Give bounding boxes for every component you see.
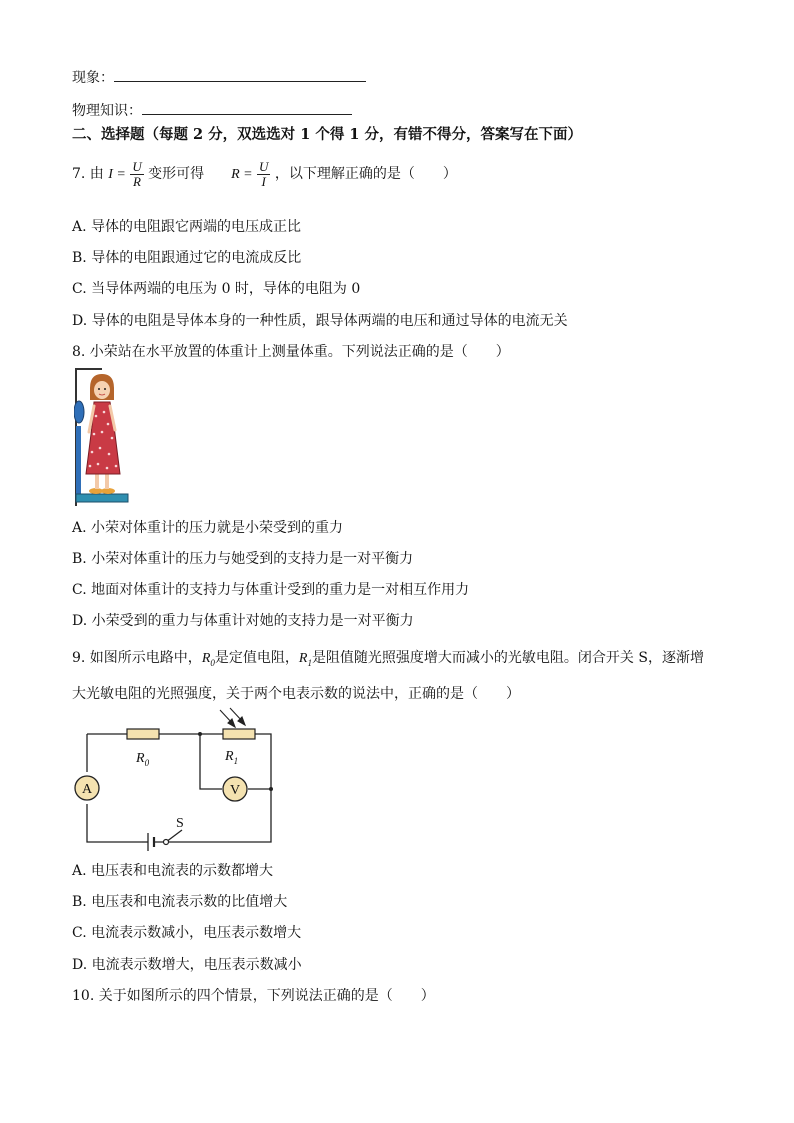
q7-formula1-lhs: I = bbox=[108, 167, 126, 182]
q9-option-b: B. 电压表和电流表示数的比值增大 bbox=[72, 894, 288, 910]
resistor-r0 bbox=[127, 729, 159, 739]
q8-option-c: C. 地面对体重计的支持力与体重计受到的重力是一对相互作用力 bbox=[72, 582, 470, 598]
q7-mid: 变形可得 bbox=[148, 166, 205, 182]
light-arrows bbox=[220, 708, 245, 727]
q8-option-a: A. 小荣对体重计的压力就是小荣受到的重力 bbox=[72, 520, 344, 536]
wire-volt-left bbox=[200, 734, 222, 789]
circuit-diagram bbox=[70, 706, 285, 851]
voltmeter-label: V bbox=[229, 783, 241, 798]
q9-text-2: 是定值电阻， bbox=[214, 650, 299, 666]
q7-f1-num: U bbox=[132, 158, 142, 174]
q9-option-d: D. 电流表示数增大，电压表示数减小 bbox=[72, 957, 302, 973]
ammeter-label: A bbox=[81, 782, 93, 797]
scale-dial bbox=[74, 401, 84, 423]
photoresistor-r1 bbox=[223, 729, 255, 739]
q9-r0-symbol: $R_0$ bbox=[201, 651, 215, 668]
q9-stem-line2: 大光敏电阻的光照强度，关于两个电表示数的说法中，正确的是（ ） bbox=[72, 686, 520, 702]
q7-option-b: B. 导体的电阻跟通过它的电流成反比 bbox=[72, 250, 302, 266]
q7-f1-den: R bbox=[133, 173, 141, 189]
q7-option-d: D. 导体的电阻是导体本身的一种性质，跟导体两端的电压和通过导体的电流无关 bbox=[72, 313, 568, 329]
scale-top-bar bbox=[75, 368, 102, 370]
phenomenon-line bbox=[72, 67, 366, 87]
switch-contact bbox=[164, 840, 169, 845]
switch-label: S bbox=[176, 816, 184, 831]
q9-stem-line1 bbox=[72, 649, 704, 672]
q7-option-c: C. 当导体两端的电压为 0 时，导体的电阻为 0 bbox=[72, 281, 361, 297]
q9-r1-symbol: $R_1$ bbox=[298, 651, 312, 668]
r0-label: $R_0$ bbox=[136, 751, 150, 768]
q8-option-d: D. 小荣受到的重力与体重计对她的支持力是一对平衡力 bbox=[72, 613, 414, 629]
wire-bottom-left bbox=[87, 804, 142, 842]
q9-option-c: C. 电流表示数减小，电压表示数增大 bbox=[72, 925, 302, 941]
q7-f2-num: U bbox=[259, 158, 269, 174]
q7-prefix: 7. 由 bbox=[72, 166, 104, 182]
q7-formula2-frac bbox=[257, 160, 270, 189]
section-header: 二、选择题（每题 2 分，双选选对 1 个得 1 分，有错不得分，答案写在下面） bbox=[72, 126, 583, 143]
q9-text-1: 9. 如图所示电路中， bbox=[72, 650, 202, 666]
physics-blank[interactable] bbox=[142, 100, 352, 115]
r1-label: $R_1$ bbox=[225, 749, 239, 766]
phenomenon-blank[interactable] bbox=[114, 67, 366, 82]
q7-formula1-frac bbox=[130, 160, 143, 189]
scale-column bbox=[76, 426, 81, 500]
q7-f2-den: I bbox=[261, 173, 266, 189]
q10-stem: 10. 关于如图所示的四个情景，下列说法正确的是（ ） bbox=[72, 988, 435, 1004]
q7-stem bbox=[72, 157, 457, 192]
q9-option-a: A. 电压表和电流表的示数都增大 bbox=[72, 863, 274, 879]
physics-label: 物理知识： bbox=[72, 103, 142, 119]
scale-girl-figure bbox=[74, 366, 130, 510]
q8-stem: 8. 小荣站在水平放置的体重计上测量体重。下列说法正确的是（ ） bbox=[72, 344, 510, 360]
q7-suffix: ，以下理解正确的是（ ） bbox=[274, 166, 457, 182]
q8-option-b: B. 小荣对体重计的压力与她受到的支持力是一对平衡力 bbox=[72, 551, 414, 567]
q7-option-a: A. 导体的电阻跟它两端的电压成正比 bbox=[72, 219, 302, 235]
scale-base bbox=[76, 494, 128, 502]
q7-formula2-lhs: R = bbox=[231, 167, 253, 182]
phenomenon-label: 现象： bbox=[72, 70, 114, 86]
face bbox=[94, 381, 110, 399]
q9-text-3: 是阻值随光照强度增大而减小的光敏电阻。闭合开关 S，逐渐增 bbox=[311, 650, 704, 666]
physics-line bbox=[72, 100, 352, 120]
